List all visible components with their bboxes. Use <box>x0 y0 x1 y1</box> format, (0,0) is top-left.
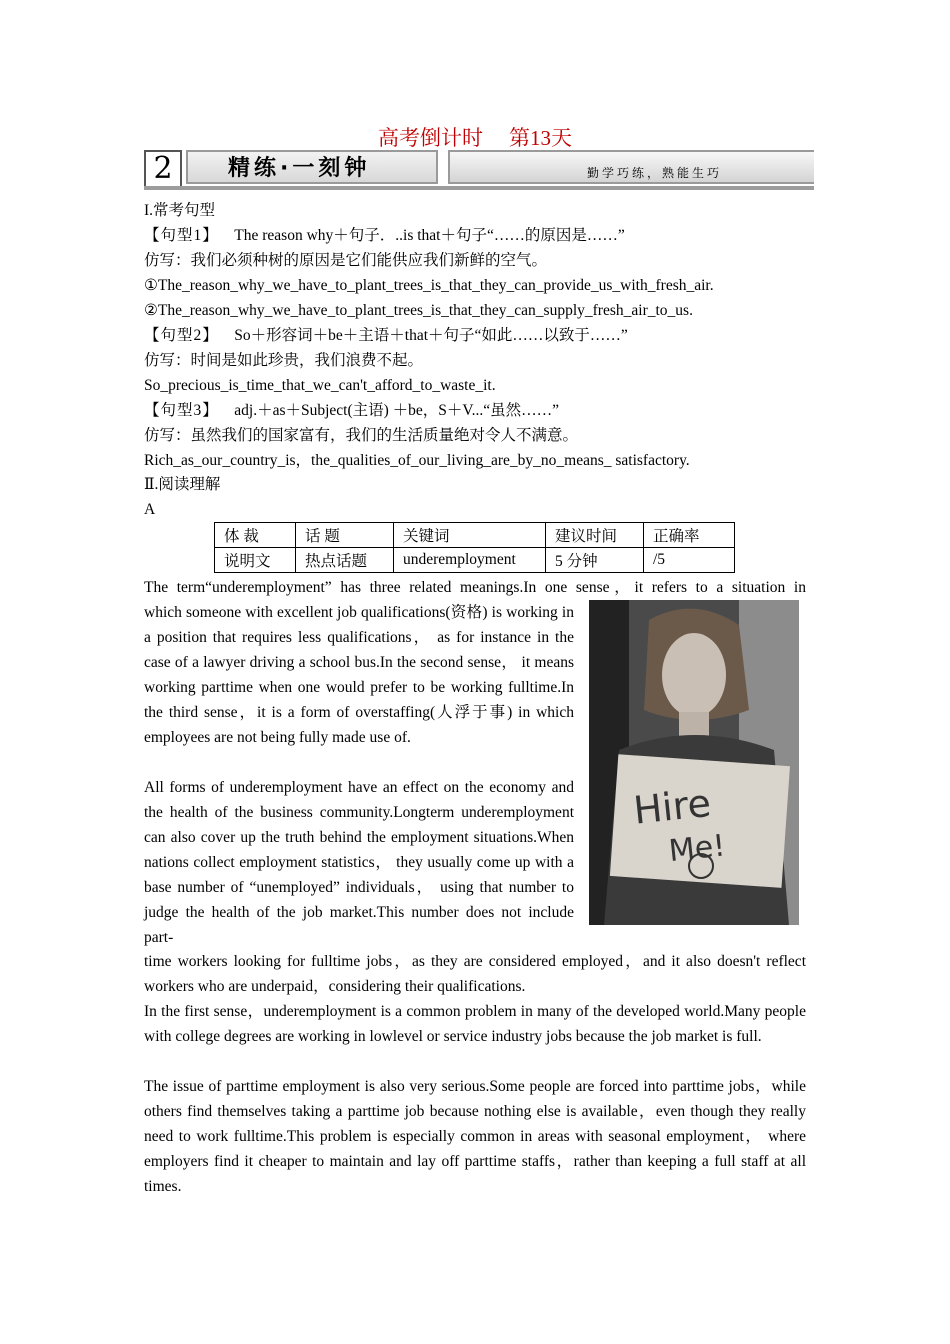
pattern3-text: adj.＋as＋Subject(主语) ＋be，S＋V...“虽然……” <box>234 402 560 419</box>
table-cell: 热点话题 <box>296 548 394 573</box>
sign-text-me: Me! <box>667 828 727 870</box>
table-cell: 说明文 <box>215 548 296 573</box>
paragraph4: The issue of parttime employment is also very serious.Some people are forced into parttime jobs，while others find themselves taking a parttime job because nothing else is available，even though they really need to work fulltime.This problem is especially common in areas with seasonal employment， where employers find it cheaper to maintain and lay off parttime staffs，rather than keeping a full staff at all times. <box>144 1078 806 1195</box>
title-countdown: 高考倒计时 <box>378 126 483 150</box>
pattern1-label: 【句型1】 <box>144 227 219 244</box>
pattern2-label: 【句型2】 <box>144 327 219 344</box>
passage-info-table <box>214 522 735 573</box>
paragraph1-first-line: The term“underemployment” has three related meanings.In one sense，it refers to a situation in <box>144 579 806 596</box>
pattern1-text: The reason why＋句子．..is that＋句子“……的原因是……” <box>234 227 625 244</box>
section-number: 2 <box>144 150 182 188</box>
passage-label: A <box>144 501 156 518</box>
pattern1 <box>144 223 807 248</box>
paragraph3: In the first sense，underemployment is a common problem in many of the developed world.Many people with college degrees are working in lowlevel or service industry jobs because the job market is full. <box>144 1003 806 1045</box>
paragraph2-part2: time workers looking for fulltime jobs，as they are considered employed，and it also doesn't reflect workers who are underpaid，considering their qualifications. <box>144 953 806 995</box>
section-banner <box>144 150 814 190</box>
table-header-cell: 正确率 <box>644 523 735 548</box>
table-header-cell: 话 题 <box>296 523 394 548</box>
table-cell: underemployment <box>394 548 546 573</box>
pattern3-prompt: 仿写：虽然我们的国家富有，我们的生活质量绝对令人不满意。 <box>144 427 579 444</box>
pattern2-answer: So_precious_is_time_that_we_can't_afford_to_waste_it. <box>144 377 496 394</box>
section-label: 精练·一刻钟 <box>186 150 438 184</box>
part1-heading: I.常考句型 <box>144 202 216 219</box>
sign-text-hire: Hire <box>631 780 713 833</box>
table-cell: /5 <box>644 548 735 573</box>
pattern2-prompt: 仿写：时间是如此珍贵，我们浪费不起。 <box>144 352 424 369</box>
table-row <box>215 548 735 573</box>
banner-divider <box>144 186 814 190</box>
part2-heading: Ⅱ.阅读理解 <box>144 476 221 493</box>
pattern2-text: So＋形容词＋be＋主语＋that＋句子“如此……以致于……” <box>234 327 628 344</box>
section-motto: 勤学巧练，熟能生巧 <box>448 150 814 184</box>
title-day: 第13天 <box>509 126 572 150</box>
photo-woman-holding-sign <box>589 600 799 925</box>
pattern1-answer1: ①The_reason_why_we_have_to_plant_trees_is_that_they_can_provide_us_with_fresh_air. <box>144 277 714 294</box>
table-header-cell: 建议时间 <box>546 523 644 548</box>
paragraph2-part1: All forms of underemployment have an effect on the economy and the health of the business community.Longterm underemployment can also cover up the truth behind the employment situations.When nations collect employment statistics， they usually come up with a base number of “unemployed” individuals， using that number to judge the health of the job market.This number does not include part- <box>144 779 574 946</box>
table-header-cell: 体 裁 <box>215 523 296 548</box>
paragraph1: which someone with excellent job qualifications(资格) is working in a position that requires less qualifications， as for instance in the case of a lawyer driving a school bus.In the second sense， it means working parttime when one would prefer to be working fulltime.In the third sense，it is a form of overstaffing(人浮于事) in which employees are not being fully made use of. <box>144 604 574 746</box>
table-cell: 5 分钟 <box>546 548 644 573</box>
table-header-row <box>215 523 735 548</box>
table-header-cell: 关键词 <box>394 523 546 548</box>
pattern1-answer2: ②The_reason_why_we_have_to_plant_trees_is_that_they_can_supply_fresh_air_to_us. <box>144 302 693 319</box>
page-title <box>0 122 950 152</box>
pattern3 <box>144 398 807 423</box>
photo-illustration <box>589 600 799 925</box>
pattern2 <box>144 323 807 348</box>
pattern3-label: 【句型3】 <box>144 402 219 419</box>
pattern3-answer: Rich_as_our_country_is，the_qualities_of_our_living_are_by_no_means_ satisfactory. <box>144 452 690 469</box>
pattern1-prompt: 仿写：我们必须种树的原因是它们能供应我们新鲜的空气。 <box>144 252 548 269</box>
